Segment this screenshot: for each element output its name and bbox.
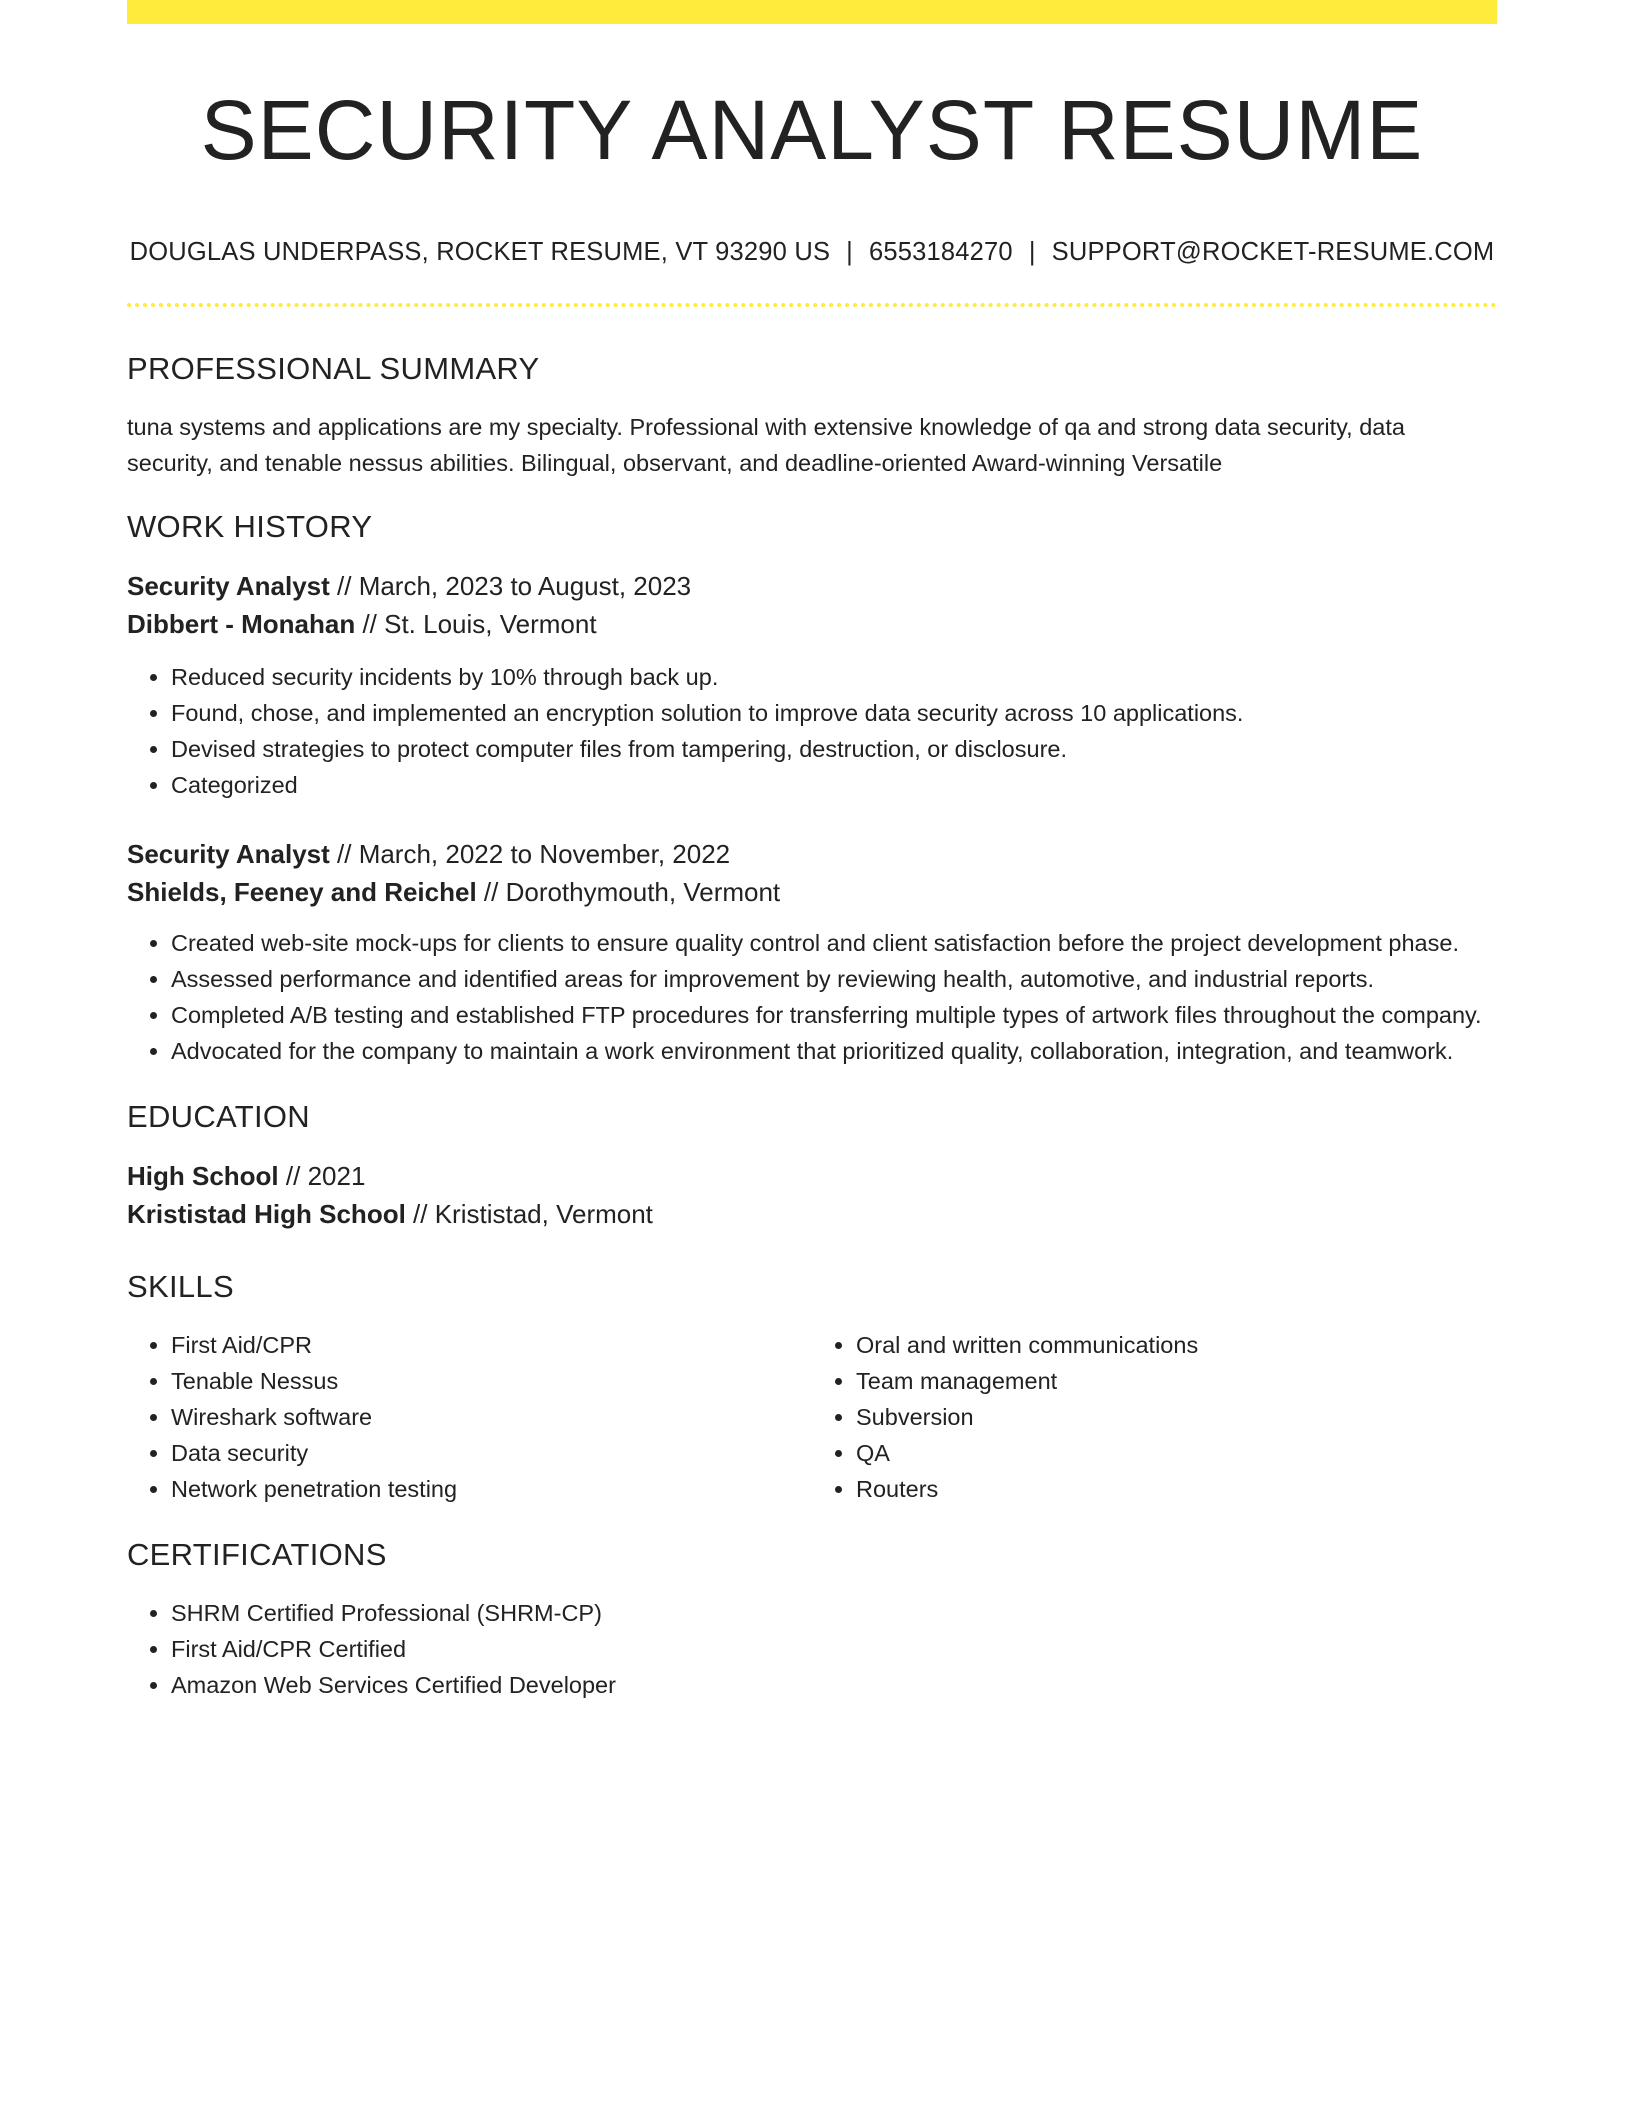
summary-line: security, and tenable nessus abilities. Bilingual, observant, and deadline-oriented Award-winning Versatile [127, 450, 1223, 477]
certifications-section [127, 1537, 1497, 1703]
list-item: • Tenable Nessus [171, 1363, 812, 1399]
section-heading-certifications: CERTIFICATIONS [127, 1537, 387, 1573]
list-item: • Amazon Web Services Certified Developer [171, 1667, 1497, 1703]
list-item: • Routers [856, 1471, 1497, 1507]
job-entry [127, 835, 1497, 1069]
job-location: // Dorothymouth, Vermont [476, 877, 781, 908]
education-year: // 2021 [278, 1161, 366, 1192]
certifications-list [127, 1595, 1497, 1703]
job-title: Security Analyst [127, 571, 330, 602]
list-item: • Found, chose, and implemented an encryption solution to improve data security across 10 applications. [171, 695, 1497, 731]
job-company: Dibbert - Monahan [127, 609, 356, 640]
summary-line: tuna systems and applications are my specialty. Professional with extensive knowledge of qa and strong data security, data [127, 414, 1405, 441]
list-item: • Advocated for the company to maintain a work environment that prioritized quality, collaboration, integration, and teamwork. [171, 1033, 1497, 1069]
list-item: • Team management [856, 1363, 1497, 1399]
contact-address: DOUGLAS UNDERPASS, ROCKET RESUME, VT 93290 US [129, 238, 831, 267]
resume-page [127, 0, 1497, 1703]
resume-title: SECURITY ANALYST RESUME [200, 83, 1424, 177]
contact-separator: | [846, 238, 853, 267]
job-location: // St. Louis, Vermont [355, 609, 597, 640]
education-degree: High School [127, 1161, 279, 1192]
education-degree-line [127, 1157, 1497, 1195]
list-item: • Devised strategies to protect computer files from tampering, destruction, or disclosure. [171, 731, 1497, 767]
skills-list-left [127, 1327, 812, 1507]
list-item: • Network penetration testing [171, 1471, 812, 1507]
job-bullets [127, 659, 1497, 803]
list-item: • Completed A/B testing and established FTP procedures for transferring multiple types of artwork files throughout the company. [171, 997, 1497, 1033]
education-school: Krististad High School [127, 1199, 406, 1230]
list-item: • Reduced security incidents by 10% through back up. [171, 659, 1497, 695]
job-dates: // March, 2022 to November, 2022 [329, 839, 731, 870]
job-company: Shields, Feeney and Reichel [127, 877, 477, 908]
contact-line [127, 238, 1497, 267]
list-item: • Assessed performance and identified areas for improvement by reviewing health, automotive, and industrial reports. [171, 961, 1497, 997]
job-bullets [127, 925, 1497, 1069]
list-item: • Created web-site mock-ups for clients to ensure quality control and client satisfaction before the project development phase. [171, 925, 1497, 961]
contact-phone: 6553184270 [869, 238, 1013, 267]
list-item: • First Aid/CPR [171, 1327, 812, 1363]
section-heading-education: EDUCATION [127, 1099, 310, 1135]
list-item: • Categorized [171, 767, 1497, 803]
job-entry [127, 567, 1497, 803]
job-dates: // March, 2023 to August, 2023 [329, 571, 692, 602]
list-item: • Subversion [856, 1399, 1497, 1435]
job-title-line [127, 567, 1497, 605]
section-heading-skills: SKILLS [127, 1269, 234, 1305]
list-item: • First Aid/CPR Certified [171, 1631, 1497, 1667]
education-location: // Krististad, Vermont [405, 1199, 653, 1230]
list-item: • Wireshark software [171, 1399, 812, 1435]
list-item: • SHRM Certified Professional (SHRM-CP) [171, 1595, 1497, 1631]
list-item: • Oral and written communications [856, 1327, 1497, 1363]
education-school-line [127, 1195, 1497, 1233]
skills-section [127, 1269, 1497, 1507]
section-heading-summary: PROFESSIONAL SUMMARY [127, 351, 540, 387]
summary-section [127, 351, 1497, 481]
dotted-divider [127, 303, 1497, 307]
section-heading-work: WORK HISTORY [127, 509, 373, 545]
top-accent-bar [127, 0, 1497, 24]
work-history-section [127, 509, 1497, 1069]
contact-email: SUPPORT@ROCKET-RESUME.COM [1051, 238, 1495, 267]
job-company-line [127, 873, 1497, 911]
list-item: • Data security [171, 1435, 812, 1471]
job-company-line [127, 605, 1497, 643]
skills-grid [127, 1327, 1497, 1507]
skills-list-right [812, 1327, 1497, 1507]
job-title: Security Analyst [127, 839, 330, 870]
contact-separator: | [1028, 238, 1036, 267]
job-title-line [127, 835, 1497, 873]
list-item: • QA [856, 1435, 1497, 1471]
education-section [127, 1099, 1497, 1233]
